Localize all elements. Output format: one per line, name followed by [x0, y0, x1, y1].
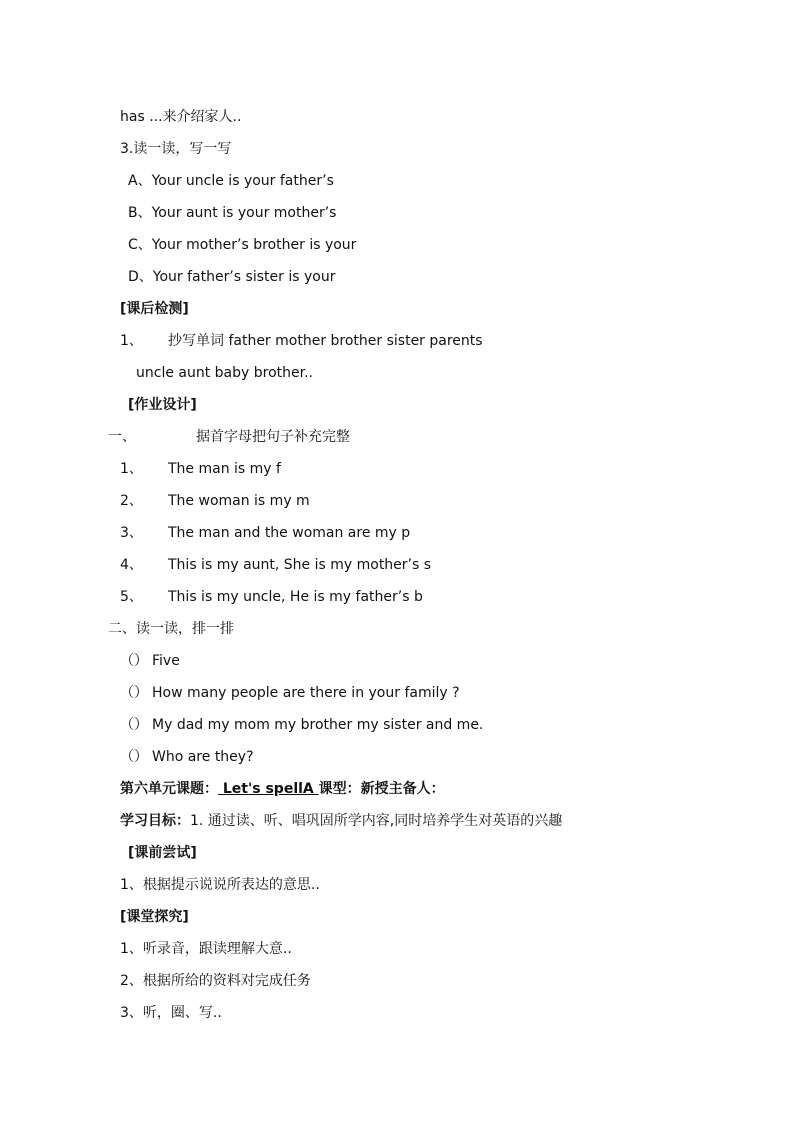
item-number: 3、 — [120, 525, 143, 541]
text-line: has ...来介绍家人.. — [120, 109, 242, 125]
text-line: 1、听录音，跟读理解大意.. — [120, 941, 292, 957]
text-line: uncle aunt baby brother.. — [136, 365, 313, 381]
section-heading: [课前尝试] — [128, 845, 197, 861]
blank-box: （） — [120, 685, 148, 701]
item-text: This is my aunt, She is my mother’s s — [168, 557, 432, 573]
numbered-item — [108, 428, 350, 446]
item-number: 1、 — [120, 461, 143, 477]
item-number: 4、 — [120, 557, 143, 573]
section-heading: [作业设计] — [128, 397, 197, 413]
blank-box: （） — [120, 653, 148, 669]
text-line: 3、听，圈、写.. — [120, 1005, 222, 1021]
item-text: The woman is my m — [168, 493, 310, 509]
item-text: This is my uncle, He is my father’s b — [168, 589, 423, 605]
goal-text: 1. 通过读、听、唱巩固所学内容,同时培养学生对英语的兴趣 — [190, 813, 563, 829]
exercise-item — [120, 460, 281, 478]
section-heading: [课堂探究] — [120, 909, 189, 925]
text-line: 1、根据提示说说所表达的意思.. — [120, 877, 320, 893]
numbered-item — [120, 332, 483, 350]
item-number: 一、 — [108, 429, 136, 445]
ordering-item — [120, 652, 180, 670]
section-heading: [课后检测] — [120, 301, 189, 317]
exercise-item — [120, 524, 410, 542]
item-number: 2、 — [120, 493, 143, 509]
item-text: Who are they? — [152, 749, 254, 765]
goal-label: 学习目标： — [120, 813, 190, 829]
item-text: My dad my mom my brother my sister and me. — [152, 717, 484, 733]
item-text: The man is my f — [168, 461, 281, 477]
text-line: A、Your uncle is your father’s — [128, 173, 334, 189]
learning-goal — [120, 812, 562, 830]
text-line: C、Your mother’s brother is your — [128, 237, 357, 253]
item-text: Five — [152, 653, 180, 669]
item-number: 1、 — [120, 333, 143, 349]
ordering-item — [120, 684, 460, 702]
text-line: B、Your aunt is your mother’s — [128, 205, 337, 221]
item-text: The man and the woman are my p — [168, 525, 411, 541]
section-heading: 二、读一读，排一排 — [108, 621, 234, 637]
section-heading: 3.读一读，写一写 — [120, 141, 232, 157]
unit-label: 第六单元课题： — [120, 781, 218, 797]
lesson-type: 课型：新授主备人： — [318, 781, 445, 797]
item-text: 抄写单词 father mother brother sister parents — [168, 333, 483, 349]
blank-box: （） — [120, 749, 148, 765]
ordering-item — [120, 716, 483, 734]
exercise-item — [120, 492, 310, 510]
ordering-item — [120, 748, 254, 766]
text-line: D、Your father’s sister is your — [128, 269, 336, 285]
item-text: How many people are there in your family ? — [152, 685, 460, 701]
text-line: 2、根据所给的资料对完成任务 — [120, 973, 311, 989]
item-number: 5、 — [120, 589, 143, 605]
blank-box: （） — [120, 717, 148, 733]
exercise-item — [120, 556, 431, 574]
item-text: 据首字母把句子补充完整 — [196, 429, 350, 445]
exercise-item — [120, 588, 423, 606]
lesson-title — [120, 780, 445, 798]
lesson-topic: Let's spellA — [218, 781, 319, 797]
